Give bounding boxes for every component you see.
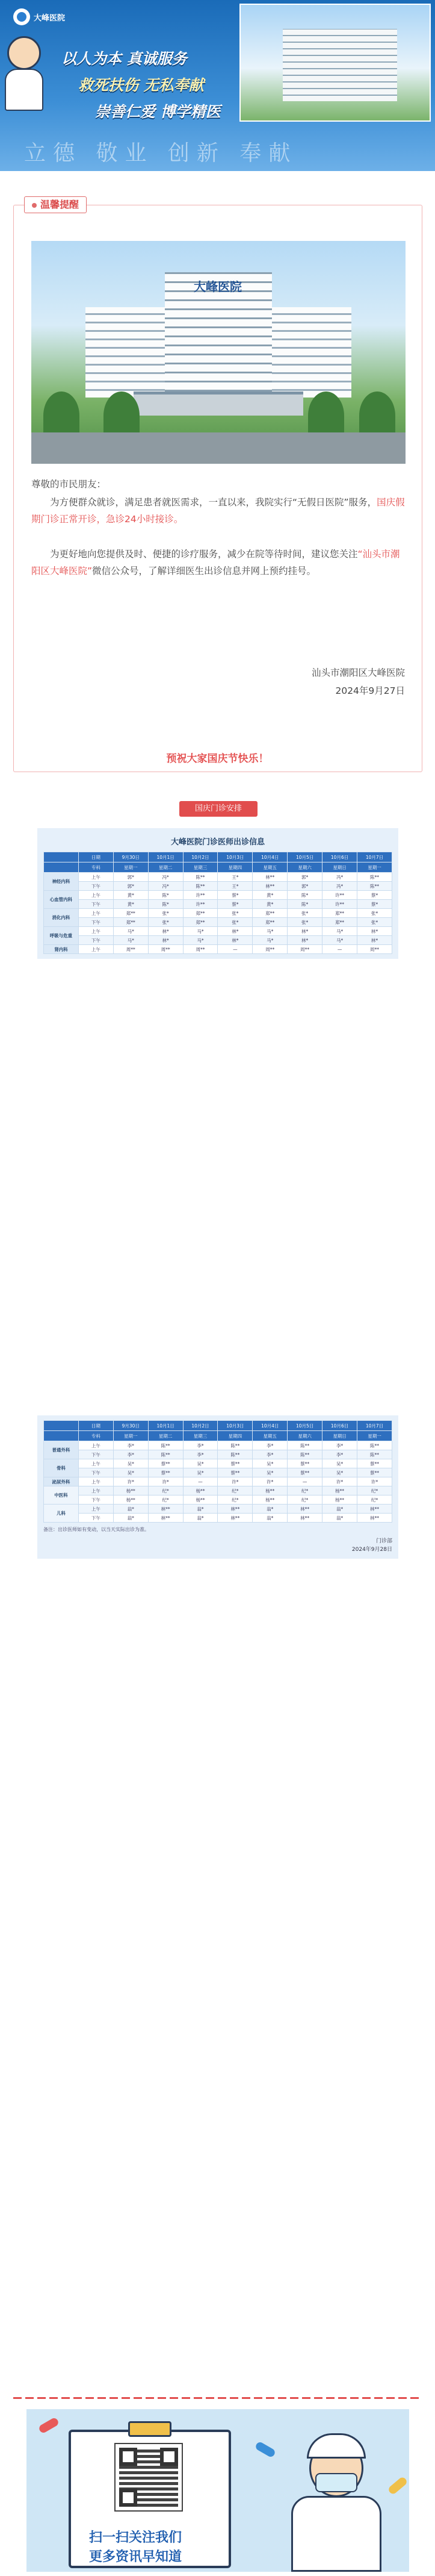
schedule-footer-date: 2024年9月28日 [351, 1547, 392, 1553]
table-cell: 陈* [148, 900, 183, 909]
table-cell: 马* [322, 936, 357, 945]
table-cell: 冯* [322, 882, 357, 891]
slogan-2: 救死扶伤 无私奉献 [78, 76, 204, 94]
table-cell: 吴* [183, 1459, 218, 1468]
table-row [44, 1477, 392, 1486]
table-cell: 许** [183, 891, 218, 900]
header-cell: 10月3日 [218, 852, 253, 862]
table-cell: 郑** [253, 909, 288, 918]
table-cell: 郑** [322, 909, 357, 918]
table-cell: 郑** [113, 918, 148, 927]
table-cell: 纪* [148, 1495, 183, 1505]
table-cell: 杨** [113, 1495, 148, 1505]
table-cell: 吴* [253, 1468, 288, 1477]
schedule-title: 大峰医院门诊医师出诊信息 [170, 838, 265, 847]
table-row [44, 936, 392, 945]
table-cell: 上午 [78, 909, 113, 918]
table-cell: 吴* [322, 1459, 357, 1468]
header-cell: 专科 [78, 862, 113, 873]
table-cell: 郭* [288, 873, 322, 882]
table-row [44, 891, 392, 900]
table-cell: 张* [218, 918, 253, 927]
table-cell: 翁* [253, 1514, 288, 1523]
header-cell [44, 862, 79, 873]
doctor-mascot [2, 36, 45, 114]
table-row [44, 1514, 392, 1523]
table-cell: 下午 [78, 1495, 113, 1505]
dept-cell: 肾内科 [44, 945, 79, 954]
table-cell: 马* [183, 936, 218, 945]
header-cell: 星期五 [253, 1431, 288, 1441]
schedule-table [43, 852, 392, 954]
table-row [44, 1505, 392, 1514]
table-cell: 郭* [288, 882, 322, 891]
holiday-greeting: 预祝大家国庆节快乐！ [166, 753, 269, 765]
table-cell: 吴* [253, 1459, 288, 1468]
table-cell: 陈* [288, 900, 322, 909]
table-cell: 杨** [183, 1486, 218, 1495]
table-cell: 林** [253, 873, 288, 882]
table-cell: 张* [357, 918, 392, 927]
qr-code[interactable] [116, 2444, 182, 2510]
table-cell: 马* [253, 936, 288, 945]
header-cell: 9月30日 [113, 1421, 148, 1431]
table-cell: 冯* [148, 873, 183, 882]
table-cell: 翁* [253, 1505, 288, 1514]
schedule-note: 备注：出诊医师如有变动，以当天实际出诊为准。 [43, 1527, 149, 1532]
table-cell: 许* [148, 1477, 183, 1486]
table-cell: 李* [183, 1450, 218, 1459]
table-cell: 张* [218, 909, 253, 918]
table-cell: 黄* [253, 900, 288, 909]
section-divider [13, 2397, 422, 2399]
header-cell: 星期四 [218, 1431, 253, 1441]
table-cell: 许** [183, 900, 218, 909]
dept-cell: 呼吸与危重 [44, 927, 79, 945]
table-cell: 下午 [78, 1468, 113, 1477]
slogan-1: 以人为本 真诚服务 [61, 50, 187, 67]
table-cell: 蔡** [288, 1468, 322, 1477]
table-cell: 杨** [322, 1486, 357, 1495]
header-cell: 10月2日 [183, 852, 218, 862]
dept-cell: 中医科 [44, 1486, 79, 1505]
header-cell: 10月3日 [218, 1421, 253, 1431]
table-cell: 郭* [113, 882, 148, 891]
header-cell: 10月7日 [357, 852, 392, 862]
notice-tag-label: 温馨提醒 [40, 199, 79, 210]
table-cell: 吴* [322, 1468, 357, 1477]
table-row [44, 945, 392, 954]
table-cell: 林** [148, 1505, 183, 1514]
notice-date: 2024年9月27日 [335, 685, 405, 696]
schedule-table-card [37, 828, 398, 959]
table-cell: 蔡* [218, 900, 253, 909]
table-cell: 上午 [78, 1459, 113, 1468]
table-row [44, 927, 392, 936]
schedule-footer-org: 门诊部 [375, 1538, 392, 1544]
table-cell: 陈** [183, 873, 218, 882]
table-row [44, 909, 392, 918]
table-cell: 杨** [183, 1495, 218, 1505]
table-cell: 吴* [113, 1459, 148, 1468]
table-cell: 上午 [78, 1505, 113, 1514]
table-cell: 林** [288, 1514, 322, 1523]
dept-cell: 心血管内科 [44, 891, 79, 909]
table-cell: 李* [183, 1441, 218, 1450]
header-banner [0, 0, 435, 171]
header-cell: 星期六 [288, 1431, 322, 1441]
header-cell: 星期三 [183, 862, 218, 873]
table-cell: 林* [218, 936, 253, 945]
header-cell: 星期二 [148, 862, 183, 873]
notice-greeting: 尊敬的市民朋友： [31, 479, 106, 490]
header-cell: 星期二 [148, 1431, 183, 1441]
table-row [44, 900, 392, 909]
table-cell: 冯* [322, 873, 357, 882]
header-cell: 10月4日 [253, 852, 288, 862]
header-cell: 星期一 [357, 1431, 392, 1441]
follow-us-promo [26, 2409, 409, 2572]
table-cell: 黄* [113, 891, 148, 900]
table-cell: 蔡* [357, 891, 392, 900]
table-cell: 陈* [148, 891, 183, 900]
table-row [44, 882, 392, 891]
building-sign: 大峰医院 [194, 279, 242, 294]
table-cell: 纪* [218, 1486, 253, 1495]
dept-cell: 骨科 [44, 1459, 79, 1477]
table-cell: 蔡** [218, 1459, 253, 1468]
table-cell: 郑** [322, 918, 357, 927]
table-cell: 下午 [78, 936, 113, 945]
table-cell: 林* [218, 927, 253, 936]
table-cell: 黄* [253, 891, 288, 900]
promo-line-1: 扫一扫关注我们 [89, 2530, 182, 2545]
table-row [44, 918, 392, 927]
header-cell: 星期一 [113, 862, 148, 873]
table-row [44, 1495, 392, 1505]
header-cell: 星期一 [357, 862, 392, 873]
banner-hospital-photo [239, 4, 431, 122]
table-row [44, 1441, 392, 1450]
table-cell: 林* [148, 927, 183, 936]
table-cell: 林** [218, 1514, 253, 1523]
table-cell: 下午 [78, 900, 113, 909]
table-cell: 冯* [148, 882, 183, 891]
table-cell: 许* [322, 1477, 357, 1486]
table-cell: 李* [253, 1441, 288, 1450]
table-cell: 陈** [357, 1450, 392, 1459]
table-row [44, 873, 392, 882]
table-cell: 郭* [113, 873, 148, 882]
dept-cell: 泌尿外科 [44, 1477, 79, 1486]
table-cell: 陈** [288, 1450, 322, 1459]
table-cell: — [322, 945, 357, 954]
table-cell: 李* [253, 1450, 288, 1459]
header-cell: 10月5日 [288, 1421, 322, 1431]
table-cell: 下午 [78, 918, 113, 927]
table-cell: 翁* [322, 1514, 357, 1523]
dept-cell: 儿科 [44, 1505, 79, 1523]
logo-text: 大峰医院 [34, 13, 66, 23]
schedule-table-card [37, 1415, 398, 1559]
table-cell: 下午 [78, 1450, 113, 1459]
table-cell: 林* [357, 927, 392, 936]
table-cell: 纪* [218, 1495, 253, 1505]
table-cell: 周** [288, 945, 322, 954]
table-cell: 黄* [113, 900, 148, 909]
table-cell: 李* [113, 1441, 148, 1450]
table-cell: 翁* [183, 1505, 218, 1514]
header-cell [44, 1431, 79, 1441]
p1-text: 为方便群众就诊，满足患者就医需求，一直以来，我院实行“无假日医院”服务， [50, 497, 377, 508]
header-cell: 10月7日 [357, 1421, 392, 1431]
table-row [44, 1459, 392, 1468]
clipboard-card [69, 2430, 231, 2568]
table-cell: 许** [322, 900, 357, 909]
schedule-table [43, 1420, 392, 1523]
table-cell: 张* [288, 918, 322, 927]
header-cell: 星期六 [288, 862, 322, 873]
table-cell: 纪* [148, 1486, 183, 1495]
doctor-illustration [285, 2433, 387, 2572]
header-cell: 10月1日 [148, 852, 183, 862]
p2-text-end: 微信公众号，了解详细医生出诊信息并网上预约挂号。 [92, 566, 316, 576]
table-cell: 蔡** [288, 1459, 322, 1468]
table-cell: 陈** [357, 1441, 392, 1450]
table-cell: 林** [218, 1505, 253, 1514]
header-cell: 专科 [78, 1431, 113, 1441]
table-cell: 林** [357, 1505, 392, 1514]
header-cell: 星期三 [183, 1431, 218, 1441]
table-cell: 林** [288, 1505, 322, 1514]
p2-text: 为更好地向您提供及时、便捷的诊疗服务，减少在院等待时间，建议您关注 [50, 549, 358, 560]
table-cell: — [288, 1477, 322, 1486]
table-cell: 张* [148, 918, 183, 927]
table-cell: 张* [148, 909, 183, 918]
table-cell: 翁* [113, 1505, 148, 1514]
table-cell: 蔡** [148, 1459, 183, 1468]
table-cell: 郑** [183, 909, 218, 918]
header-cell: 10月1日 [148, 1421, 183, 1431]
table-cell: 林* [148, 936, 183, 945]
table-cell: 许* [253, 1477, 288, 1486]
table-cell: 周** [113, 945, 148, 954]
table-cell: 蔡** [357, 1468, 392, 1477]
header-cell: 10月4日 [253, 1421, 288, 1431]
table-cell: 周** [183, 945, 218, 954]
table-cell: 纪* [288, 1486, 322, 1495]
table-cell: 蔡** [218, 1468, 253, 1477]
table-cell: 马* [113, 936, 148, 945]
table-cell: 上午 [78, 873, 113, 882]
schedule-signature [43, 1537, 392, 1554]
table-cell: 上午 [78, 945, 113, 954]
promo-line-2: 更多资讯早知道 [89, 2549, 182, 2565]
table-cell: 马* [183, 927, 218, 936]
table-row [44, 1486, 392, 1495]
table-cell: 许* [357, 1477, 392, 1486]
table-cell: 张* [357, 909, 392, 918]
table-cell: 陈** [218, 1450, 253, 1459]
table-cell: 李* [322, 1450, 357, 1459]
p2-highlight: “汕头市潮阳区大峰医院” [31, 549, 400, 576]
header-cell: 星期日 [322, 1431, 357, 1441]
table-cell: 杨** [253, 1486, 288, 1495]
table-cell: 杨** [253, 1495, 288, 1505]
slogan-3: 崇善仁爱 博学精医 [95, 103, 221, 120]
table-cell: 王* [218, 882, 253, 891]
table-cell: 下午 [78, 1514, 113, 1523]
table-cell: 李* [322, 1441, 357, 1450]
schedule-header-row [44, 1421, 392, 1431]
table-cell: 陈** [148, 1450, 183, 1459]
table-cell: 郑** [113, 909, 148, 918]
table-cell: 周** [357, 945, 392, 954]
dept-cell: 普通外科 [44, 1441, 79, 1459]
table-cell: 周** [253, 945, 288, 954]
notice-signature: 汕头市潮阳区大峰医院 [311, 667, 405, 678]
dept-cell: 消化内科 [44, 909, 79, 927]
table-cell: 陈** [218, 1441, 253, 1450]
table-cell: 郑** [183, 918, 218, 927]
notice-paragraph-2 [31, 546, 406, 579]
table-cell: 吴* [113, 1468, 148, 1477]
table-cell: 吴* [183, 1468, 218, 1477]
table-cell: 陈** [148, 1441, 183, 1450]
table-cell: 林* [288, 927, 322, 936]
header-cell: 10月2日 [183, 1421, 218, 1431]
hospital-logo [13, 8, 65, 25]
header-cell: 9月30日 [113, 852, 148, 862]
table-cell: 林** [253, 882, 288, 891]
table-cell: 下午 [78, 882, 113, 891]
table-cell: 上午 [78, 1441, 113, 1450]
table-cell: 蔡* [357, 900, 392, 909]
table-cell: 马* [113, 927, 148, 936]
notice-tag [24, 196, 87, 213]
table-cell: — [183, 1477, 218, 1486]
table-cell: 陈* [288, 891, 322, 900]
p1-highlight: 国庆假期门诊正常开诊，急诊24小时接诊。 [31, 497, 405, 525]
schedule-subheader-row [44, 1431, 392, 1441]
notice-paragraph-1 [31, 494, 406, 528]
banner-motto: 立德 敬业 创新 奉献 [24, 141, 298, 166]
header-cell [44, 1421, 79, 1431]
table-cell: 李* [113, 1450, 148, 1459]
table-cell: 陈** [357, 873, 392, 882]
table-cell: 马* [322, 927, 357, 936]
table-cell: 王* [218, 873, 253, 882]
table-cell: 马* [253, 927, 288, 936]
table-cell: 杨** [113, 1486, 148, 1495]
header-cell: 日期 [78, 1421, 113, 1431]
table-cell: 上午 [78, 1477, 113, 1486]
table-cell: 许* [218, 1477, 253, 1486]
header-cell: 星期日 [322, 862, 357, 873]
table-cell: 许** [322, 891, 357, 900]
header-cell [44, 852, 79, 862]
table-cell: 蔡** [357, 1459, 392, 1468]
table-row [44, 1468, 392, 1477]
table-cell: 陈** [288, 1441, 322, 1450]
schedule-header-row [44, 852, 392, 862]
hospital-building-photo [31, 241, 406, 464]
schedule-subheader-row [44, 862, 392, 873]
header-cell: 星期四 [218, 862, 253, 873]
header-cell: 10月6日 [322, 1421, 357, 1431]
table-cell: 陈** [357, 882, 392, 891]
table-cell: 纪* [288, 1495, 322, 1505]
table-cell: 陈** [183, 882, 218, 891]
table-cell: 林** [148, 1514, 183, 1523]
table-cell: 纪* [357, 1495, 392, 1505]
table-cell: 林** [357, 1514, 392, 1523]
table-cell: 翁* [183, 1514, 218, 1523]
table-cell: 杨** [322, 1495, 357, 1505]
table-cell: 纪* [357, 1486, 392, 1495]
table-cell: 张* [288, 909, 322, 918]
table-cell: 许* [113, 1477, 148, 1486]
table-cell: 上午 [78, 891, 113, 900]
header-cell: 10月6日 [322, 852, 357, 862]
header-cell: 星期五 [253, 862, 288, 873]
table-cell: 蔡** [148, 1468, 183, 1477]
table-cell: 林* [288, 936, 322, 945]
table-cell: 翁* [322, 1505, 357, 1514]
table-cell: 周** [148, 945, 183, 954]
bullet-icon [32, 203, 37, 208]
table-cell: — [218, 945, 253, 954]
header-cell: 10月5日 [288, 852, 322, 862]
table-row [44, 1450, 392, 1459]
table-cell: 林* [357, 936, 392, 945]
table-cell: 翁* [113, 1514, 148, 1523]
table-cell: 郑** [253, 918, 288, 927]
table-cell: 上午 [78, 927, 113, 936]
dept-cell: 神经内科 [44, 873, 79, 891]
table-cell: 上午 [78, 1486, 113, 1495]
schedule-tag: 国庆门诊安排 [179, 801, 258, 817]
table-cell: 蔡* [218, 891, 253, 900]
header-cell: 日期 [78, 852, 113, 862]
header-cell: 星期一 [113, 1431, 148, 1441]
logo-mark-icon [13, 8, 30, 25]
